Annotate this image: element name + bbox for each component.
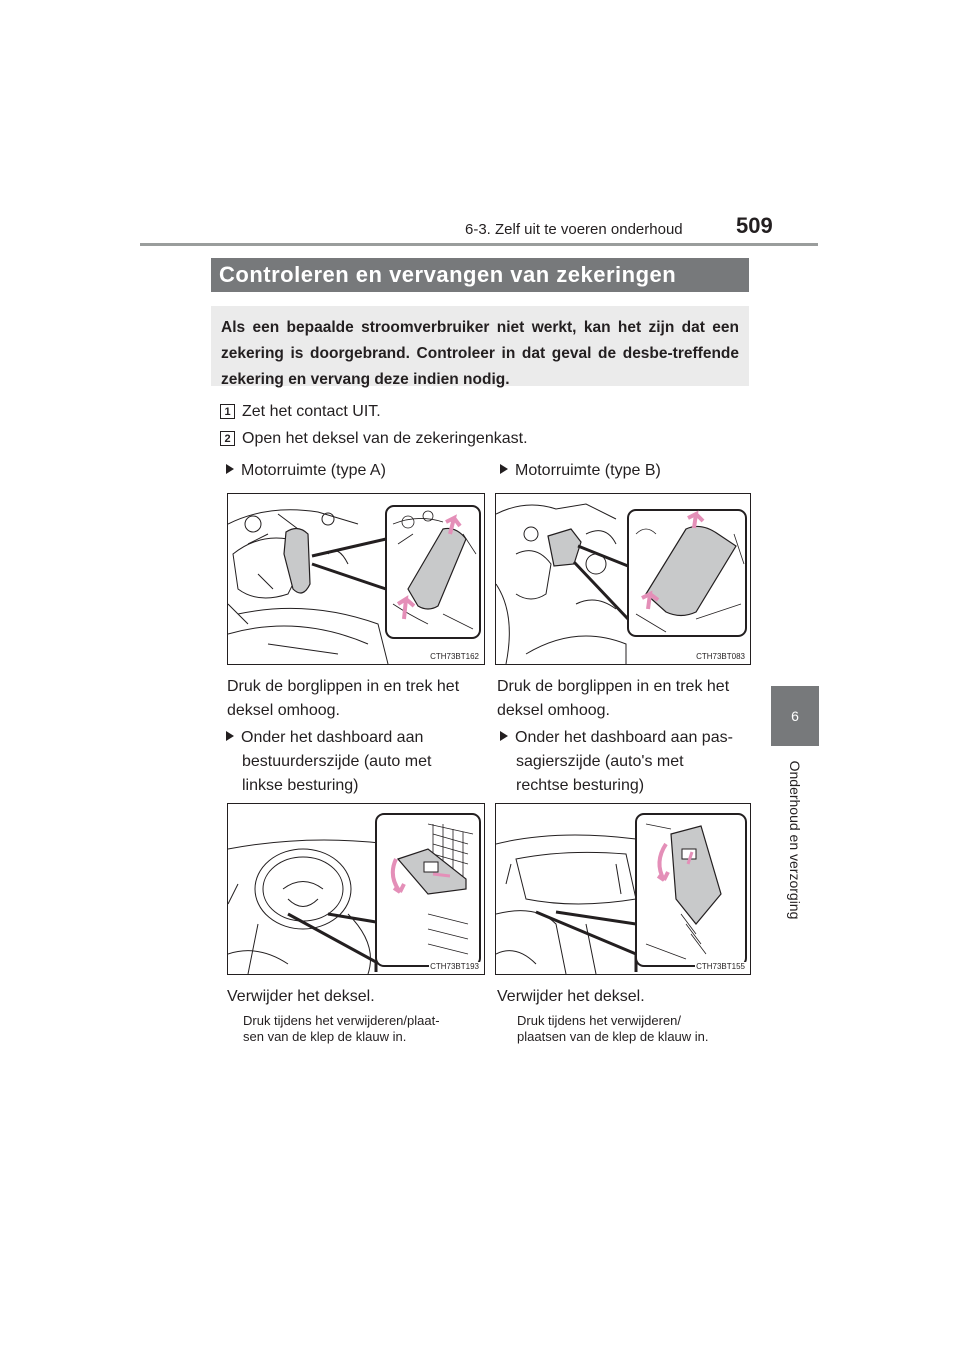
figure-code: CTH73BT155 [696, 962, 745, 971]
instruction-left-2: Verwijder het deksel. [227, 988, 375, 1005]
dashboard-illustration-passenger [496, 804, 750, 974]
bullet-dashboard-driver-side [226, 726, 431, 797]
chapter-title-vertical [781, 755, 809, 925]
running-header-section: 6-3. Zelf uit te voeren onderhoud [465, 221, 683, 238]
bullet-engine-type-a [226, 459, 386, 483]
note-line: Druk tijdens het verwijderen/ [517, 1013, 682, 1028]
engine-bay-illustration-b [496, 494, 750, 664]
bullet-triangle-icon [500, 731, 508, 741]
bullet-label: linkse besturing) [242, 776, 359, 794]
text-line: Druk de borglippen in en trek het [227, 678, 460, 695]
section-title-bar [211, 258, 749, 292]
figure-code: CTH73BT162 [430, 652, 479, 661]
chapter-title: Onderhoud en verzorging [787, 760, 803, 920]
bullet-label: Onder het dashboard aan [241, 729, 424, 746]
intro-text: Als een bepaalde stroomverbruiker niet werkt, kan het zijn dat een zekering is doorgebrand. Controleer in dat geval de desbe-treffende zekering en vervang deze indien nodig. [221, 319, 739, 388]
page-number: 509 [736, 213, 773, 238]
figure-dashboard-fusebox-driver [227, 803, 485, 975]
fuse-box-b [548, 529, 581, 566]
text-line: Druk de borglippen in en trek het [497, 678, 730, 695]
figure-engine-fusebox-type-b [495, 493, 751, 665]
bullet-label: sagierszijde (auto's met [516, 753, 684, 770]
bullet-triangle-icon [226, 464, 234, 474]
figure-code: CTH73BT193 [430, 962, 479, 971]
bullet-label: Motorruimte (type B) [515, 462, 661, 479]
chapter-tab [771, 686, 819, 746]
note-line: sen van de klep de klauw in. [243, 1028, 407, 1044]
bullet-triangle-icon [226, 731, 234, 741]
bullet-dashboard-passenger-side [500, 726, 733, 797]
instruction-left-1 [227, 675, 459, 722]
bullet-label: rechtse besturing) [516, 776, 645, 794]
note-line: Druk tijdens het verwijderen/plaat- [243, 1013, 440, 1028]
step-number-2: 2 [220, 431, 235, 446]
fuse-box-a [284, 528, 310, 593]
bullet-label: bestuurderszijde (auto met [242, 753, 432, 770]
bullet-label: Motorruimte (type A) [241, 462, 386, 479]
instruction-right-2: Verwijder het deksel. [497, 988, 645, 1005]
arrow-right-icon [433, 874, 450, 876]
figure-dashboard-fusebox-passenger [495, 803, 751, 975]
note-left [243, 1013, 440, 1044]
chapter-number: 6 [791, 708, 799, 724]
instruction-right-1 [497, 675, 729, 722]
engine-bay-illustration-a [228, 494, 484, 664]
figure-engine-fusebox-type-a [227, 493, 485, 665]
note-right [517, 1013, 709, 1044]
step-text-2: Open het deksel van de zekeringenkast. [242, 430, 528, 447]
bullet-label: Onder het dashboard aan pas- [515, 729, 733, 746]
intro-box [211, 306, 749, 386]
section-title: Controleren en vervangen van zekeringen [219, 262, 677, 287]
header-rule [140, 243, 818, 246]
text-line: deksel omhoog. [497, 701, 610, 719]
figure-code: CTH73BT083 [696, 652, 745, 661]
dashboard-illustration-driver [228, 804, 484, 974]
bullet-triangle-icon [500, 464, 508, 474]
step-text-1: Zet het contact UIT. [242, 403, 381, 420]
bullet-engine-type-b [500, 459, 661, 483]
step-number-1: 1 [220, 404, 235, 419]
note-line: plaatsen van de klep de klauw in. [517, 1028, 709, 1044]
text-line: deksel omhoog. [227, 701, 340, 719]
